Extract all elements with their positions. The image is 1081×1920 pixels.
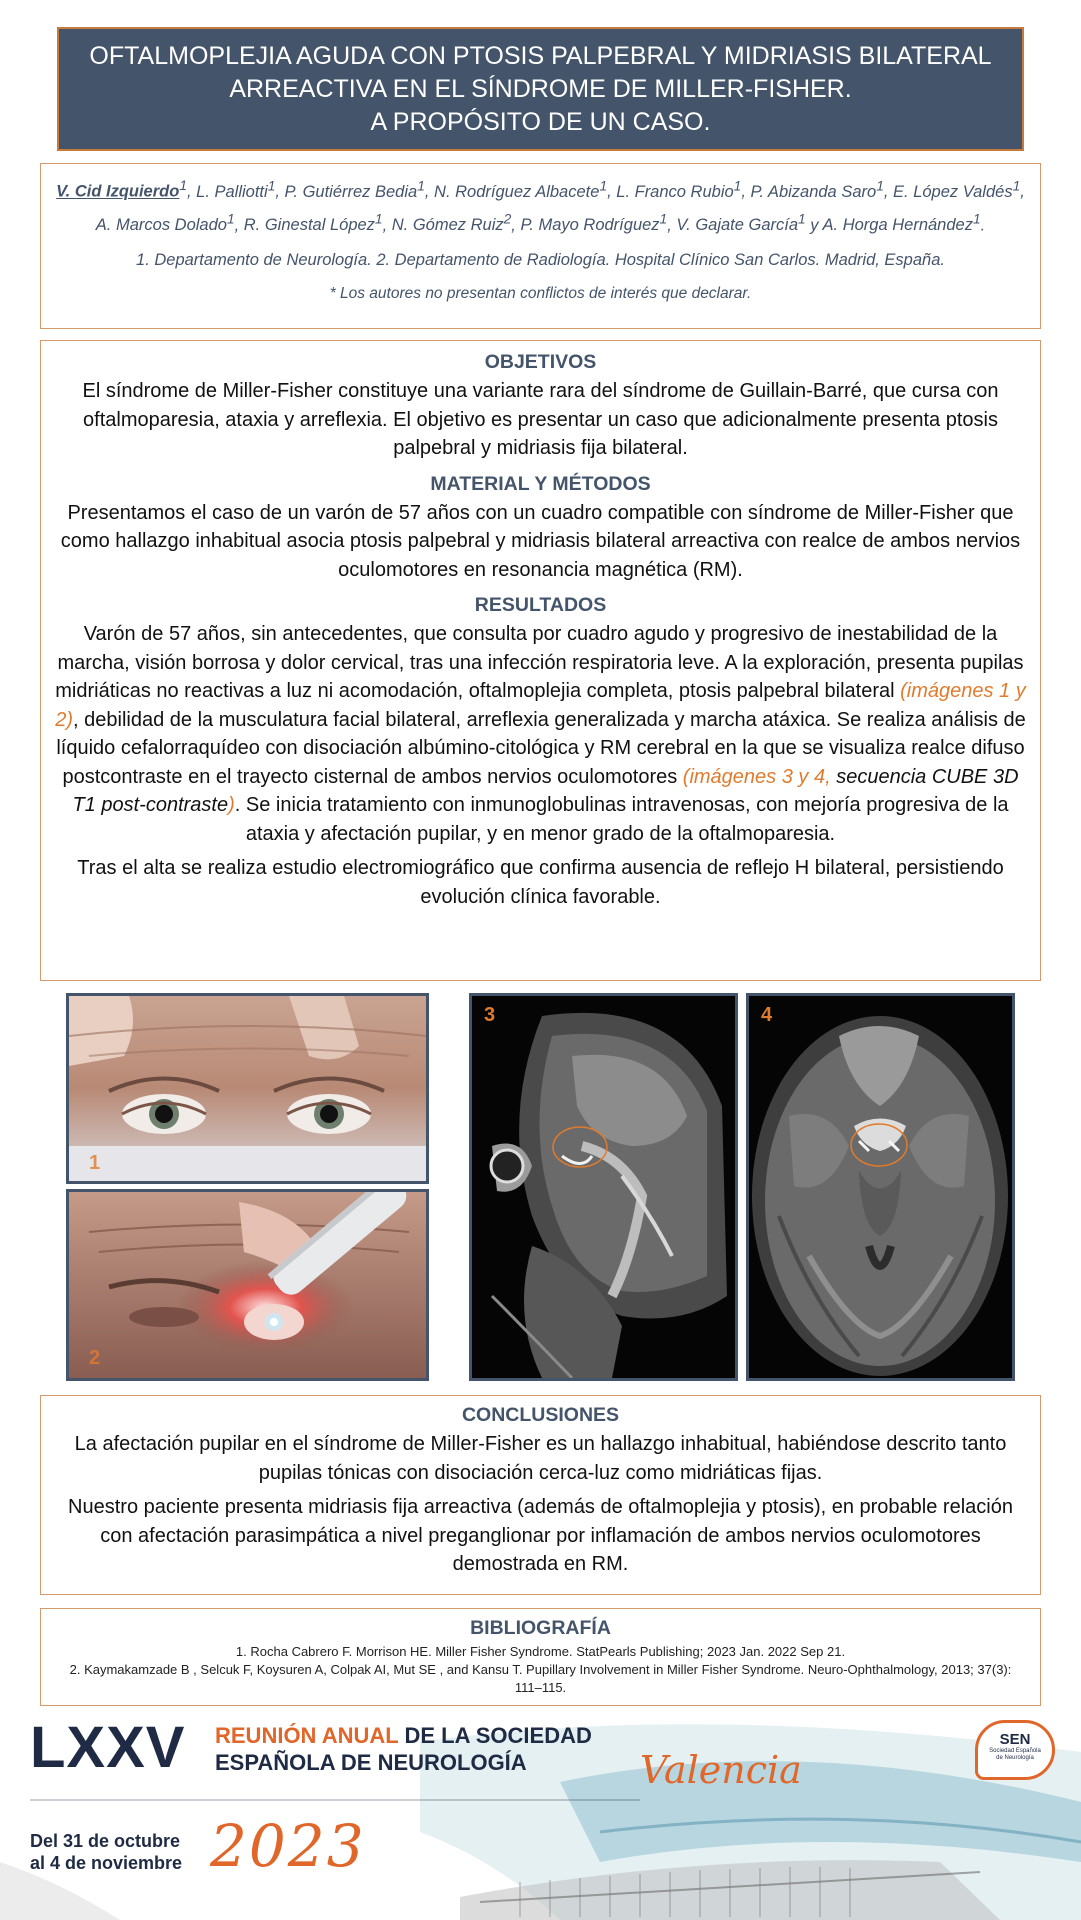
conflict-of-interest: * Los autores no presentan conflictos de interés que declarar. — [329, 285, 752, 302]
author-item: N. Gómez Ruiz$^2$ — [391, 211, 512, 234]
author-item: A. Horga Hernández$^1$ — [822, 211, 981, 234]
conclusiones-section — [40, 1395, 1041, 1595]
conclusiones-text-2: Nuestro paciente presenta midriasis fija arreactiva (además de oftalmoplejia y ptosis), en probable relación con afectación parasimpática a nivel preganglionar por inflamación de ambos nervios oculomotores demostrada en RM. — [68, 1496, 1013, 1575]
image-reference-3-4: (imágenes 3 y 4, — [682, 765, 837, 788]
conclusiones-text-1: La afectación pupilar en el síndrome de Miller-Fisher es un hallazgo inhabitual, habiéndose descrito tanto pupilas tónicas con disociación cerca-luz como midriáticas fijas. — [74, 1433, 1007, 1484]
image-2-penlight-exam — [66, 1189, 429, 1381]
main-content — [40, 340, 1041, 981]
congress-number: LXXV — [30, 1715, 186, 1780]
resultados-text: Varón de 57 años, sin antecedentes, que consulta por cuadro agudo y progresivo de inestabilidad de la marcha, visión borrosa y dolor cervical, tras una infección respiratoria leve. A la exploración, presenta pupilas midriáticas no reactivas a luz ni acomodación, oftalmoplejia completa, ptosis palpebral bilateral (imágenes 1 y 2), debilidad de la musculatura facial bilateral, arreflexia generalizada y marcha atáxica. Se realiza análisis de líquido cefalorraquídeo con disociación albúmino-citológica y RM cerebral en la que se visualiza realce difuso postcontraste en el trayecto cisternal de ambos nervios oculomotores (imágenes 3 y 4, secuencia CUBE 3D T1 post-contraste). Se inicia tratamiento con inmunoglobulinas intravenosas, con mejoría progresiva de la ataxia y afectación pupilar, y en menor grado de la oftalmoparesia. — [55, 623, 1026, 845]
image-number-1: 1 — [89, 1152, 101, 1174]
title-line-2: ARREACTIVA EN EL SÍNDROME DE MILLER-FISHER. — [229, 74, 852, 103]
lead-author: V. Cid Izquierdo — [56, 182, 180, 201]
resultados-followup: Tras el alta se realiza estudio electromiográfico que confirma ausencia de reflejo H bilateral, persistiendo evolución clínica favorable. — [77, 857, 1004, 908]
image-3-sagittal-mri — [469, 993, 738, 1381]
author-item: E. López Valdés$^1$ — [893, 178, 1021, 201]
author-item: L. Palliotti$^1$ — [196, 178, 276, 201]
conclusiones-heading: CONCLUSIONES — [461, 1404, 620, 1426]
author-item: R. Ginestal López$^1$ — [243, 211, 383, 234]
author-item: P. Gutiérrez Bedia$^1$ — [284, 178, 425, 201]
author-item: N. Rodríguez Albacete$^1$ — [434, 178, 608, 201]
objetivos-text: El síndrome de Miller-Fisher constituye una variante rara del síndrome de Guillain-Barré, que cursa con oftalmoparesia, ataxia y arreflexia. El objetivo es presentar un caso que adicionalmente presenta ptosis palpebral y midriasis fija bilateral. — [82, 380, 999, 459]
congress-banner — [0, 1712, 1081, 1920]
congress-dates: Del 31 de octubre al 4 de noviembre — [30, 1831, 183, 1873]
author-list: V. Cid Izquierdo$^1$, L. Palliotti$^1$, P. Gutiérrez Bedia$^1$, N. Rodríguez Albacete$^1$, L. Franco Rubio$^1$, P. Abizanda Saro$^1$, E. López Valdés$^1$, A. Marcos Dolado$^1$, R. Ginestal López$^1$, N. Gómez Ruiz$^2$, P. Mayo Rodríguez$^1$, V. Gajate García$^1$ y A. Horga Hernández$^1$. — [56, 178, 1025, 234]
author-item: L. Franco Rubio$^1$ — [616, 178, 742, 201]
congress-name: REUNIÓN ANUAL DE LA SOCIEDAD ESPAÑOLA DE NEUROLOGÍA — [215, 1723, 592, 1775]
congress-year: 2023 — [210, 1812, 366, 1880]
reference-1: 1. Rocha Cabrero F. Morrison HE. Miller Fisher Syndrome. StatPearls Publishing; 2023 Jan. 2022 Sep 21. — [235, 1644, 846, 1659]
image-4-axial-mri — [746, 993, 1015, 1381]
affiliations: 1. Departamento de Neurología. 2. Departamento de Radiología. Hospital Clínico San Carlos. Madrid, España. — [136, 251, 945, 269]
congress-name-accent: REUNIÓN ANUAL — [215, 1723, 399, 1748]
material-text: Presentamos el caso de un varón de 57 años con un cuadro compatible con síndrome de Miller-Fisher que como hallazgo inhabitual asocia ptosis palpebral y midriasis bilateral arreactiva con realce de ambos nervios oculomotores en resonancia magnética (RM). — [60, 501, 1021, 581]
title-line-3: A PROPÓSITO DE UN CASO. — [370, 107, 711, 136]
congress-city: Valencia — [640, 1748, 802, 1792]
bibliografia-heading: BIBLIOGRAFÍA — [470, 1617, 611, 1639]
penlight-photo-illustration — [69, 1192, 426, 1378]
authors-section — [40, 163, 1041, 329]
axial-mri-illustration — [749, 996, 1012, 1378]
image-number-2: 2 — [89, 1347, 101, 1369]
author-item: V. Gajate García$^1$ — [676, 211, 806, 234]
lead-author-affiliation: 1 — [179, 178, 187, 193]
material-heading: MATERIAL Y MÉTODOS — [430, 472, 651, 495]
title-line-1: OFTALMOPLEJIA AGUDA CON PTOSIS PALPEBRAL Y MIDRIASIS BILATERAL — [89, 41, 992, 70]
image-number-3: 3 — [484, 1004, 496, 1026]
sagittal-mri-illustration — [472, 996, 735, 1378]
poster-title — [57, 27, 1024, 151]
author-item: P. Abizanda Saro$^1$ — [750, 178, 884, 201]
sequence-name: secuencia CUBE 3D T1 post-contraste — [72, 765, 1019, 816]
reference-2: 2. Kaymakamzade B , Selcuk F, Koysuren A, Colpak AI, Mut SE , and Kansu T. Pupillary Involvement in Miller Fisher Syndrome. Neuro-Ophthalmology, 2013; 37(3): 111–115. — [69, 1662, 1012, 1695]
author-conjunction: y — [810, 216, 819, 234]
eyes-photo-illustration — [69, 996, 426, 1181]
image-number-4: 4 — [761, 1004, 773, 1026]
image-1-eyes — [66, 993, 429, 1184]
objetivos-heading: OBJETIVOS — [484, 351, 597, 373]
resultados-heading: RESULTADOS — [474, 594, 607, 616]
bibliografia-section — [40, 1608, 1041, 1706]
image-reference-1-2: (imágenes 1 y 2) — [55, 680, 1026, 731]
sen-logo: SEN Sociedad Española de Neurología — [975, 1720, 1055, 1780]
author-item: P. Mayo Rodríguez$^1$ — [520, 211, 668, 234]
author-item: A. Marcos Dolado$^1$ — [95, 211, 235, 234]
